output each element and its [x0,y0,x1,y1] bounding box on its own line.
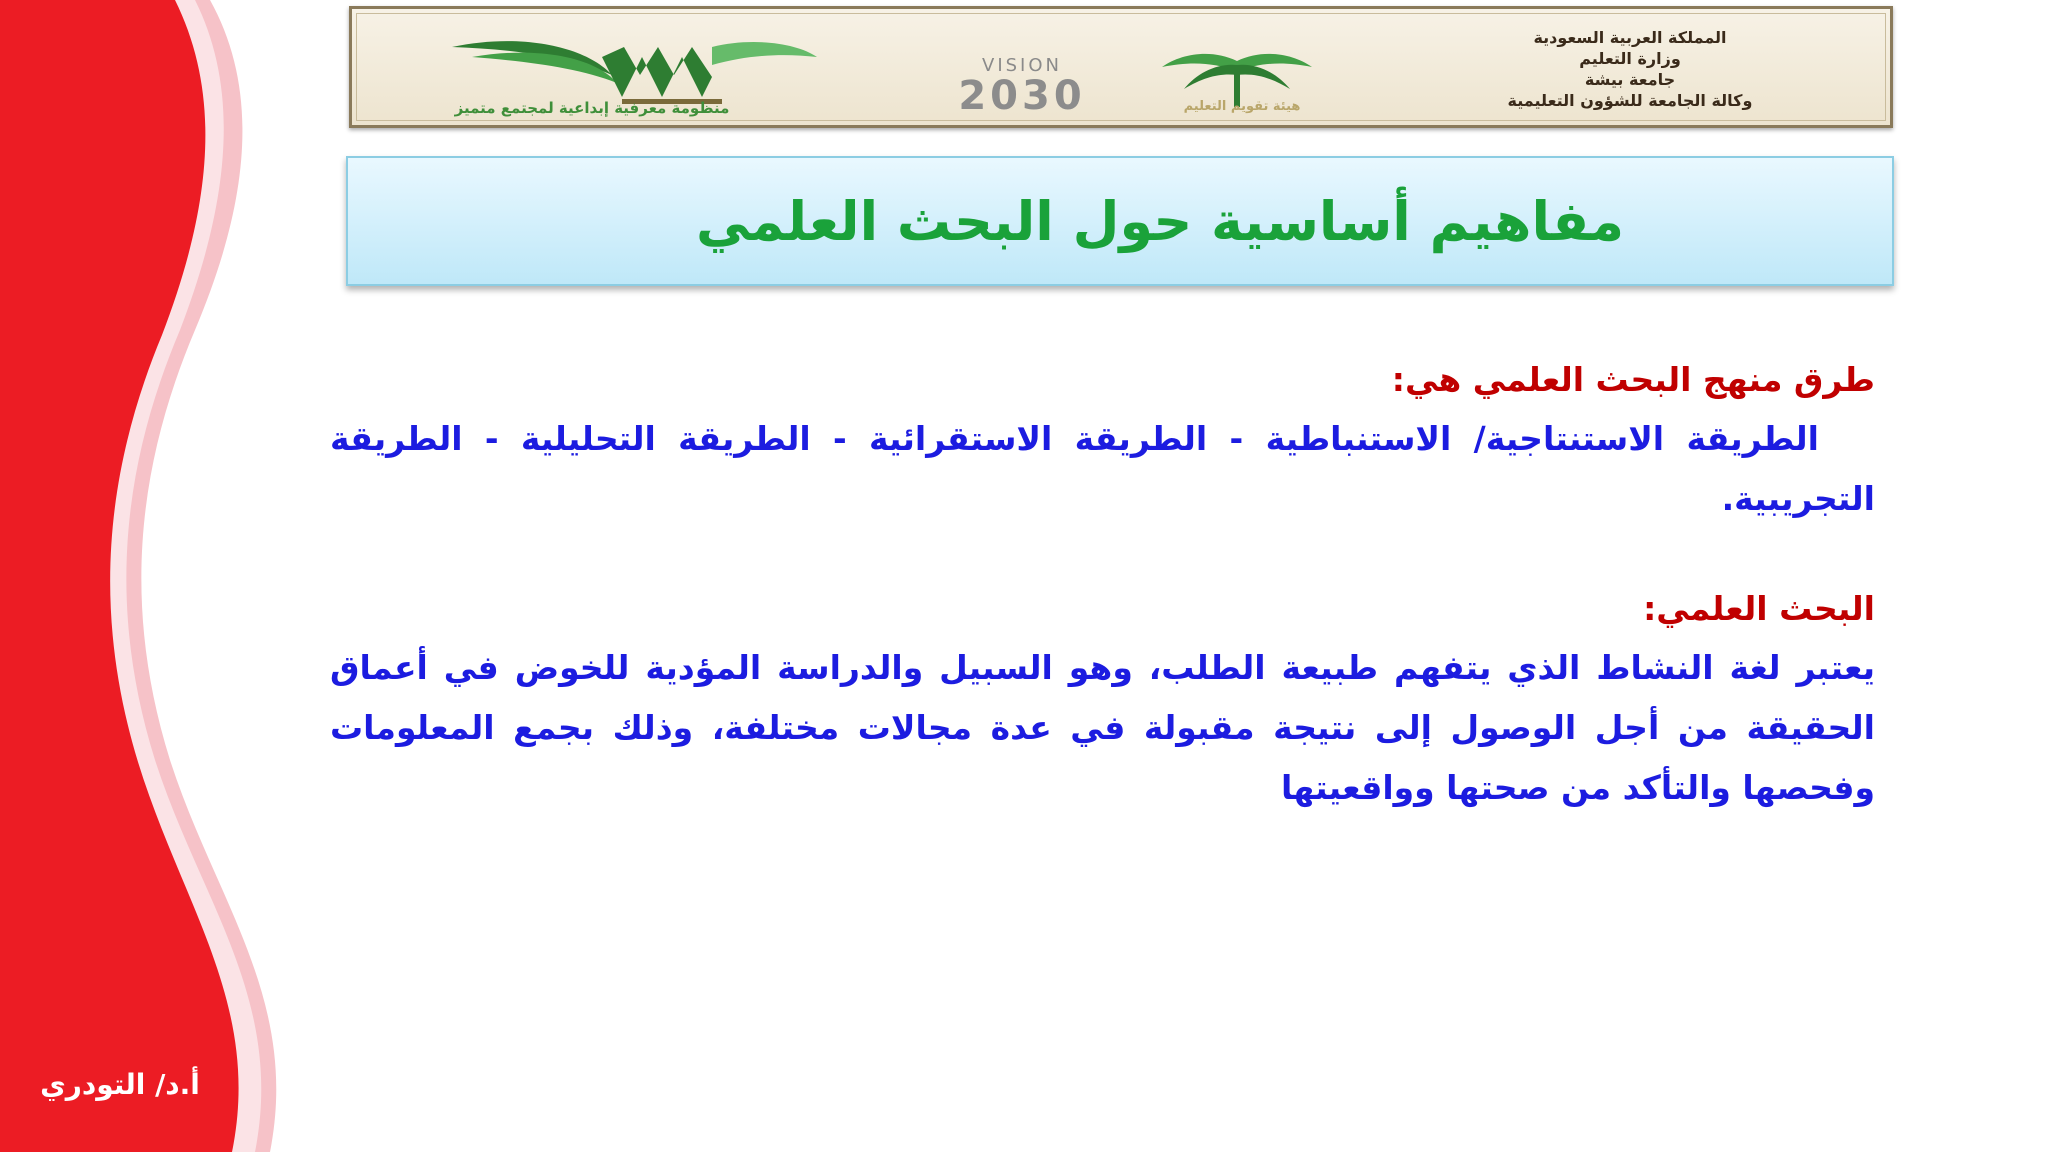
vision-year: 2030 [958,73,1086,119]
university-motto: منظومة معرفية إبداعية لمجتمع متميز [454,99,730,117]
section-heading: البحث العلمي: [1643,589,1875,628]
side-wave-decoration [0,0,360,1152]
section-body: يعتبر لغة النشاط الذي يتفهم طبيعة الطلب، وهو السبيل والدراسة المؤدية للخوض في أعماق الحقيقة من أجل الوصول إلى نتيجة مقبولة في عدة مجالات مختلفة، وذلك بجمع المعلومات وفحصها والتأكد من صحتها وواقعيتها [330,648,1875,807]
slide-content [330,360,1875,818]
vision-label: VISION [982,55,1062,76]
title-box [346,156,1894,286]
ministry-line: وكالة الجامعة للشؤون التعليمية [1507,91,1753,110]
author-name: أ.د/ التودري [40,1068,200,1101]
slide-title: مفاهيم أساسية حول البحث العلمي [695,189,1625,253]
ministry-text [1450,27,1810,111]
section-heading: طرق منهج البحث العلمي هي: [1391,360,1875,399]
section-body: الطريقة الاستنتاجية/ الاستنباطية - الطريقة الاستقرائية - الطريقة التحليلية - الطريقة التجريبية. [330,419,1875,518]
eec-label: هيئة تقويم التعليم [1183,99,1301,114]
header-banner [349,6,1893,128]
ministry-line: جامعة بيشة [1584,70,1676,89]
ministry-line: وزارة التعليم [1579,49,1681,68]
ministry-line: المملكة العربية السعودية [1533,28,1727,47]
